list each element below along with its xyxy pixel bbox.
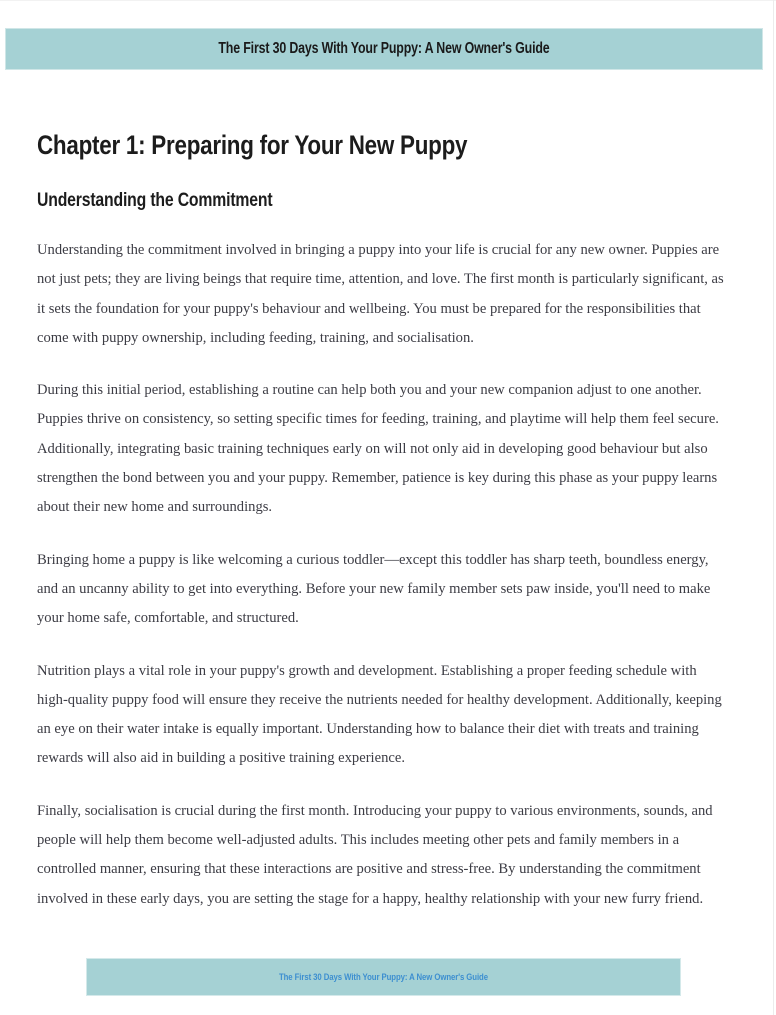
section-title: Understanding the Commitment — [37, 190, 273, 211]
body-paragraph: During this initial period, establishing a routine can help both you and your new companion adjust to one another. Puppies thrive on consistency, so setting specific times for feeding, training, and playtime will help them feel secure. Additionally, integrating basic training techniques early on will not only aid in developing good behaviour but also strengthen the bond between you and your puppy. Remember, patience is key during this phase as your puppy learns about their new home and surroundings. — [37, 382, 719, 516]
body-paragraph: Finally, socialisation is crucial during the first month. Introducing your puppy to various environments, sounds, and people will help them become well-adjusted adults. This includes meeting other pets and family members in a controlled manner, ensuring that these interactions are positive and stress-free. By understanding the commitment involved in these early days, you are setting the stage for a happy, healthy relationship with your new furry friend. — [37, 802, 713, 907]
page-top-rule — [0, 0, 776, 1]
document-footer-banner — [86, 958, 681, 996]
document-header-banner — [5, 28, 763, 70]
document-header-title: The First 30 Days With Your Puppy: A New Owner's Guide — [218, 40, 550, 57]
body-paragraph: Nutrition plays a vital role in your puppy's growth and development. Establishing a proper feeding schedule with high-quality puppy food will ensure they receive the nutrients needed for healthy development. Additionally, keeping an eye on their water intake is equally important. Understanding how to balance their diet with treats and training rewards will also aid in building a positive training experience. — [37, 662, 722, 767]
body-paragraph: Bringing home a puppy is like welcoming a curious toddler—except this toddler has sharp teeth, boundless energy, and an uncanny ability to get into everything. Before your new family member sets paw inside, you'll need to make your home safe, comfortable, and structured. — [37, 551, 711, 627]
document-content — [37, 130, 727, 914]
footer-title-link[interactable]: The First 30 Days With Your Puppy: A New Owner's Guide — [278, 971, 489, 983]
body-paragraph: Understanding the commitment involved in bringing a puppy into your life is crucial for any new owner. Puppies are not just pets; they are living beings that require time, attention, and love. The first month is particularly significant, as it sets the foundation for your puppy's behaviour and wellbeing. You must be prepared for the responsibilities that come with puppy ownership, including feeding, training, and socialisation. — [37, 242, 724, 346]
page-edge-rule — [773, 0, 774, 1015]
chapter-title: Chapter 1: Preparing for Your New Puppy — [37, 130, 468, 160]
